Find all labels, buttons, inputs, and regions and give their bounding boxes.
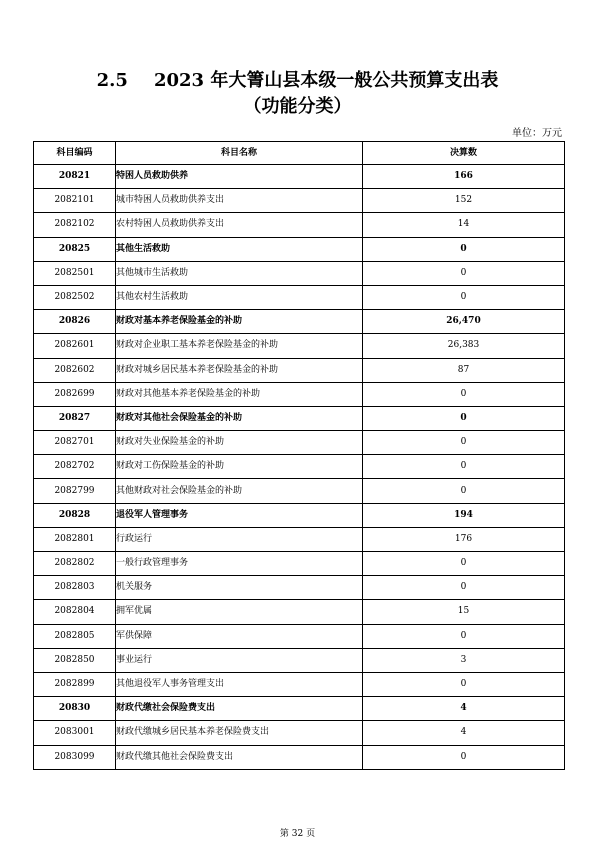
row-value: 0 bbox=[363, 455, 565, 479]
row-value: 0 bbox=[363, 285, 565, 309]
table-row bbox=[34, 503, 565, 527]
row-code: 2082501 bbox=[34, 261, 116, 285]
unit-label: 单位：万元 bbox=[512, 128, 562, 139]
row-name: 一般行政管理事务 bbox=[116, 552, 363, 576]
table-row bbox=[34, 721, 565, 745]
row-code: 2082804 bbox=[34, 600, 116, 624]
row-value: 0 bbox=[363, 382, 565, 406]
row-code: 20825 bbox=[34, 237, 116, 261]
row-code: 2082805 bbox=[34, 624, 116, 648]
header-value: 决算数 bbox=[363, 142, 565, 165]
row-code: 2082101 bbox=[34, 189, 116, 213]
row-name: 财政对失业保险基金的补助 bbox=[116, 431, 363, 455]
row-value: 26,383 bbox=[363, 334, 565, 358]
table-row bbox=[34, 237, 565, 261]
expenditure-table bbox=[33, 141, 565, 770]
row-value: 0 bbox=[363, 261, 565, 285]
table-row bbox=[34, 334, 565, 358]
row-value: 0 bbox=[363, 745, 565, 769]
row-code: 2082899 bbox=[34, 672, 116, 696]
table-row bbox=[34, 261, 565, 285]
row-value: 0 bbox=[363, 624, 565, 648]
row-code: 2083099 bbox=[34, 745, 116, 769]
row-code: 2082803 bbox=[34, 576, 116, 600]
row-code: 2082801 bbox=[34, 527, 116, 551]
row-name: 财政对工伤保险基金的补助 bbox=[116, 455, 363, 479]
row-name: 特困人员救助供养 bbox=[116, 165, 363, 189]
row-name: 事业运行 bbox=[116, 648, 363, 672]
row-name: 财政对企业职工基本养老保险基金的补助 bbox=[116, 334, 363, 358]
row-code: 20827 bbox=[34, 406, 116, 430]
row-value: 0 bbox=[363, 406, 565, 430]
title-text: 2023 年大箐山县本级一般公共预算支出表 bbox=[153, 70, 499, 91]
row-name: 退役军人管理事务 bbox=[116, 503, 363, 527]
row-name: 财政对其他社会保险基金的补助 bbox=[116, 406, 363, 430]
row-name: 财政对基本养老保险基金的补助 bbox=[116, 310, 363, 334]
row-code: 2082102 bbox=[34, 213, 116, 237]
row-value: 194 bbox=[363, 503, 565, 527]
row-code: 20826 bbox=[34, 310, 116, 334]
table-row bbox=[34, 527, 565, 551]
row-name: 其他农村生活救助 bbox=[116, 285, 363, 309]
row-value: 87 bbox=[363, 358, 565, 382]
row-value: 0 bbox=[363, 431, 565, 455]
table-header-row bbox=[34, 142, 565, 165]
table-row bbox=[34, 479, 565, 503]
row-name: 农村特困人员救助供养支出 bbox=[116, 213, 363, 237]
row-code: 2082602 bbox=[34, 358, 116, 382]
table-row bbox=[34, 648, 565, 672]
row-name: 其他生活救助 bbox=[116, 237, 363, 261]
row-code: 20821 bbox=[34, 165, 116, 189]
table-row bbox=[34, 431, 565, 455]
row-code: 2082701 bbox=[34, 431, 116, 455]
row-code: 2082850 bbox=[34, 648, 116, 672]
row-name: 其他退役军人事务管理支出 bbox=[116, 672, 363, 696]
page-number: 第 32 页 bbox=[279, 829, 316, 839]
row-name: 机关服务 bbox=[116, 576, 363, 600]
row-name: 财政代缴城乡居民基本养老保险费支出 bbox=[116, 721, 363, 745]
table-row bbox=[34, 697, 565, 721]
row-value: 152 bbox=[363, 189, 565, 213]
table-row bbox=[34, 672, 565, 696]
header-code: 科目编码 bbox=[34, 142, 116, 165]
document-subtitle: （功能分类） bbox=[243, 96, 352, 117]
row-value: 4 bbox=[363, 721, 565, 745]
row-code: 2082502 bbox=[34, 285, 116, 309]
row-name: 其他城市生活救助 bbox=[116, 261, 363, 285]
row-value: 0 bbox=[363, 672, 565, 696]
table-body bbox=[34, 165, 565, 770]
row-code: 20830 bbox=[34, 697, 116, 721]
table-row bbox=[34, 285, 565, 309]
row-value: 15 bbox=[363, 600, 565, 624]
table-row bbox=[34, 576, 565, 600]
row-name: 财政代缴社会保险费支出 bbox=[116, 697, 363, 721]
table-row bbox=[34, 624, 565, 648]
row-value: 4 bbox=[363, 697, 565, 721]
row-value: 176 bbox=[363, 527, 565, 551]
table-row bbox=[34, 600, 565, 624]
row-value: 3 bbox=[363, 648, 565, 672]
table-row bbox=[34, 358, 565, 382]
row-name: 拥军优属 bbox=[116, 600, 363, 624]
row-name: 财政对城乡居民基本养老保险基金的补助 bbox=[116, 358, 363, 382]
row-name: 城市特困人员救助供养支出 bbox=[116, 189, 363, 213]
row-value: 0 bbox=[363, 552, 565, 576]
row-code: 2083001 bbox=[34, 721, 116, 745]
table-row bbox=[34, 455, 565, 479]
row-code: 2082802 bbox=[34, 552, 116, 576]
header-name: 科目名称 bbox=[116, 142, 363, 165]
row-code: 20828 bbox=[34, 503, 116, 527]
row-value: 26,470 bbox=[363, 310, 565, 334]
row-value: 166 bbox=[363, 165, 565, 189]
row-code: 2082601 bbox=[34, 334, 116, 358]
row-code: 2082799 bbox=[34, 479, 116, 503]
table-row bbox=[34, 165, 565, 189]
row-name: 军供保障 bbox=[116, 624, 363, 648]
row-name: 其他财政对社会保险基金的补助 bbox=[116, 479, 363, 503]
table-row bbox=[34, 213, 565, 237]
table-row bbox=[34, 189, 565, 213]
row-name: 财政对其他基本养老保险基金的补助 bbox=[116, 382, 363, 406]
table-row bbox=[34, 745, 565, 769]
table-row bbox=[34, 552, 565, 576]
row-code: 2082702 bbox=[34, 455, 116, 479]
row-name: 财政代缴其他社会保险费支出 bbox=[116, 745, 363, 769]
row-value: 0 bbox=[363, 237, 565, 261]
row-value: 0 bbox=[363, 576, 565, 600]
row-value: 0 bbox=[363, 479, 565, 503]
table-row bbox=[34, 310, 565, 334]
row-value: 14 bbox=[363, 213, 565, 237]
row-name: 行政运行 bbox=[116, 527, 363, 551]
row-code: 2082699 bbox=[34, 382, 116, 406]
table-row bbox=[34, 382, 565, 406]
document-title bbox=[0, 66, 595, 92]
table-row bbox=[34, 406, 565, 430]
section-number: 2.5 bbox=[96, 70, 128, 91]
